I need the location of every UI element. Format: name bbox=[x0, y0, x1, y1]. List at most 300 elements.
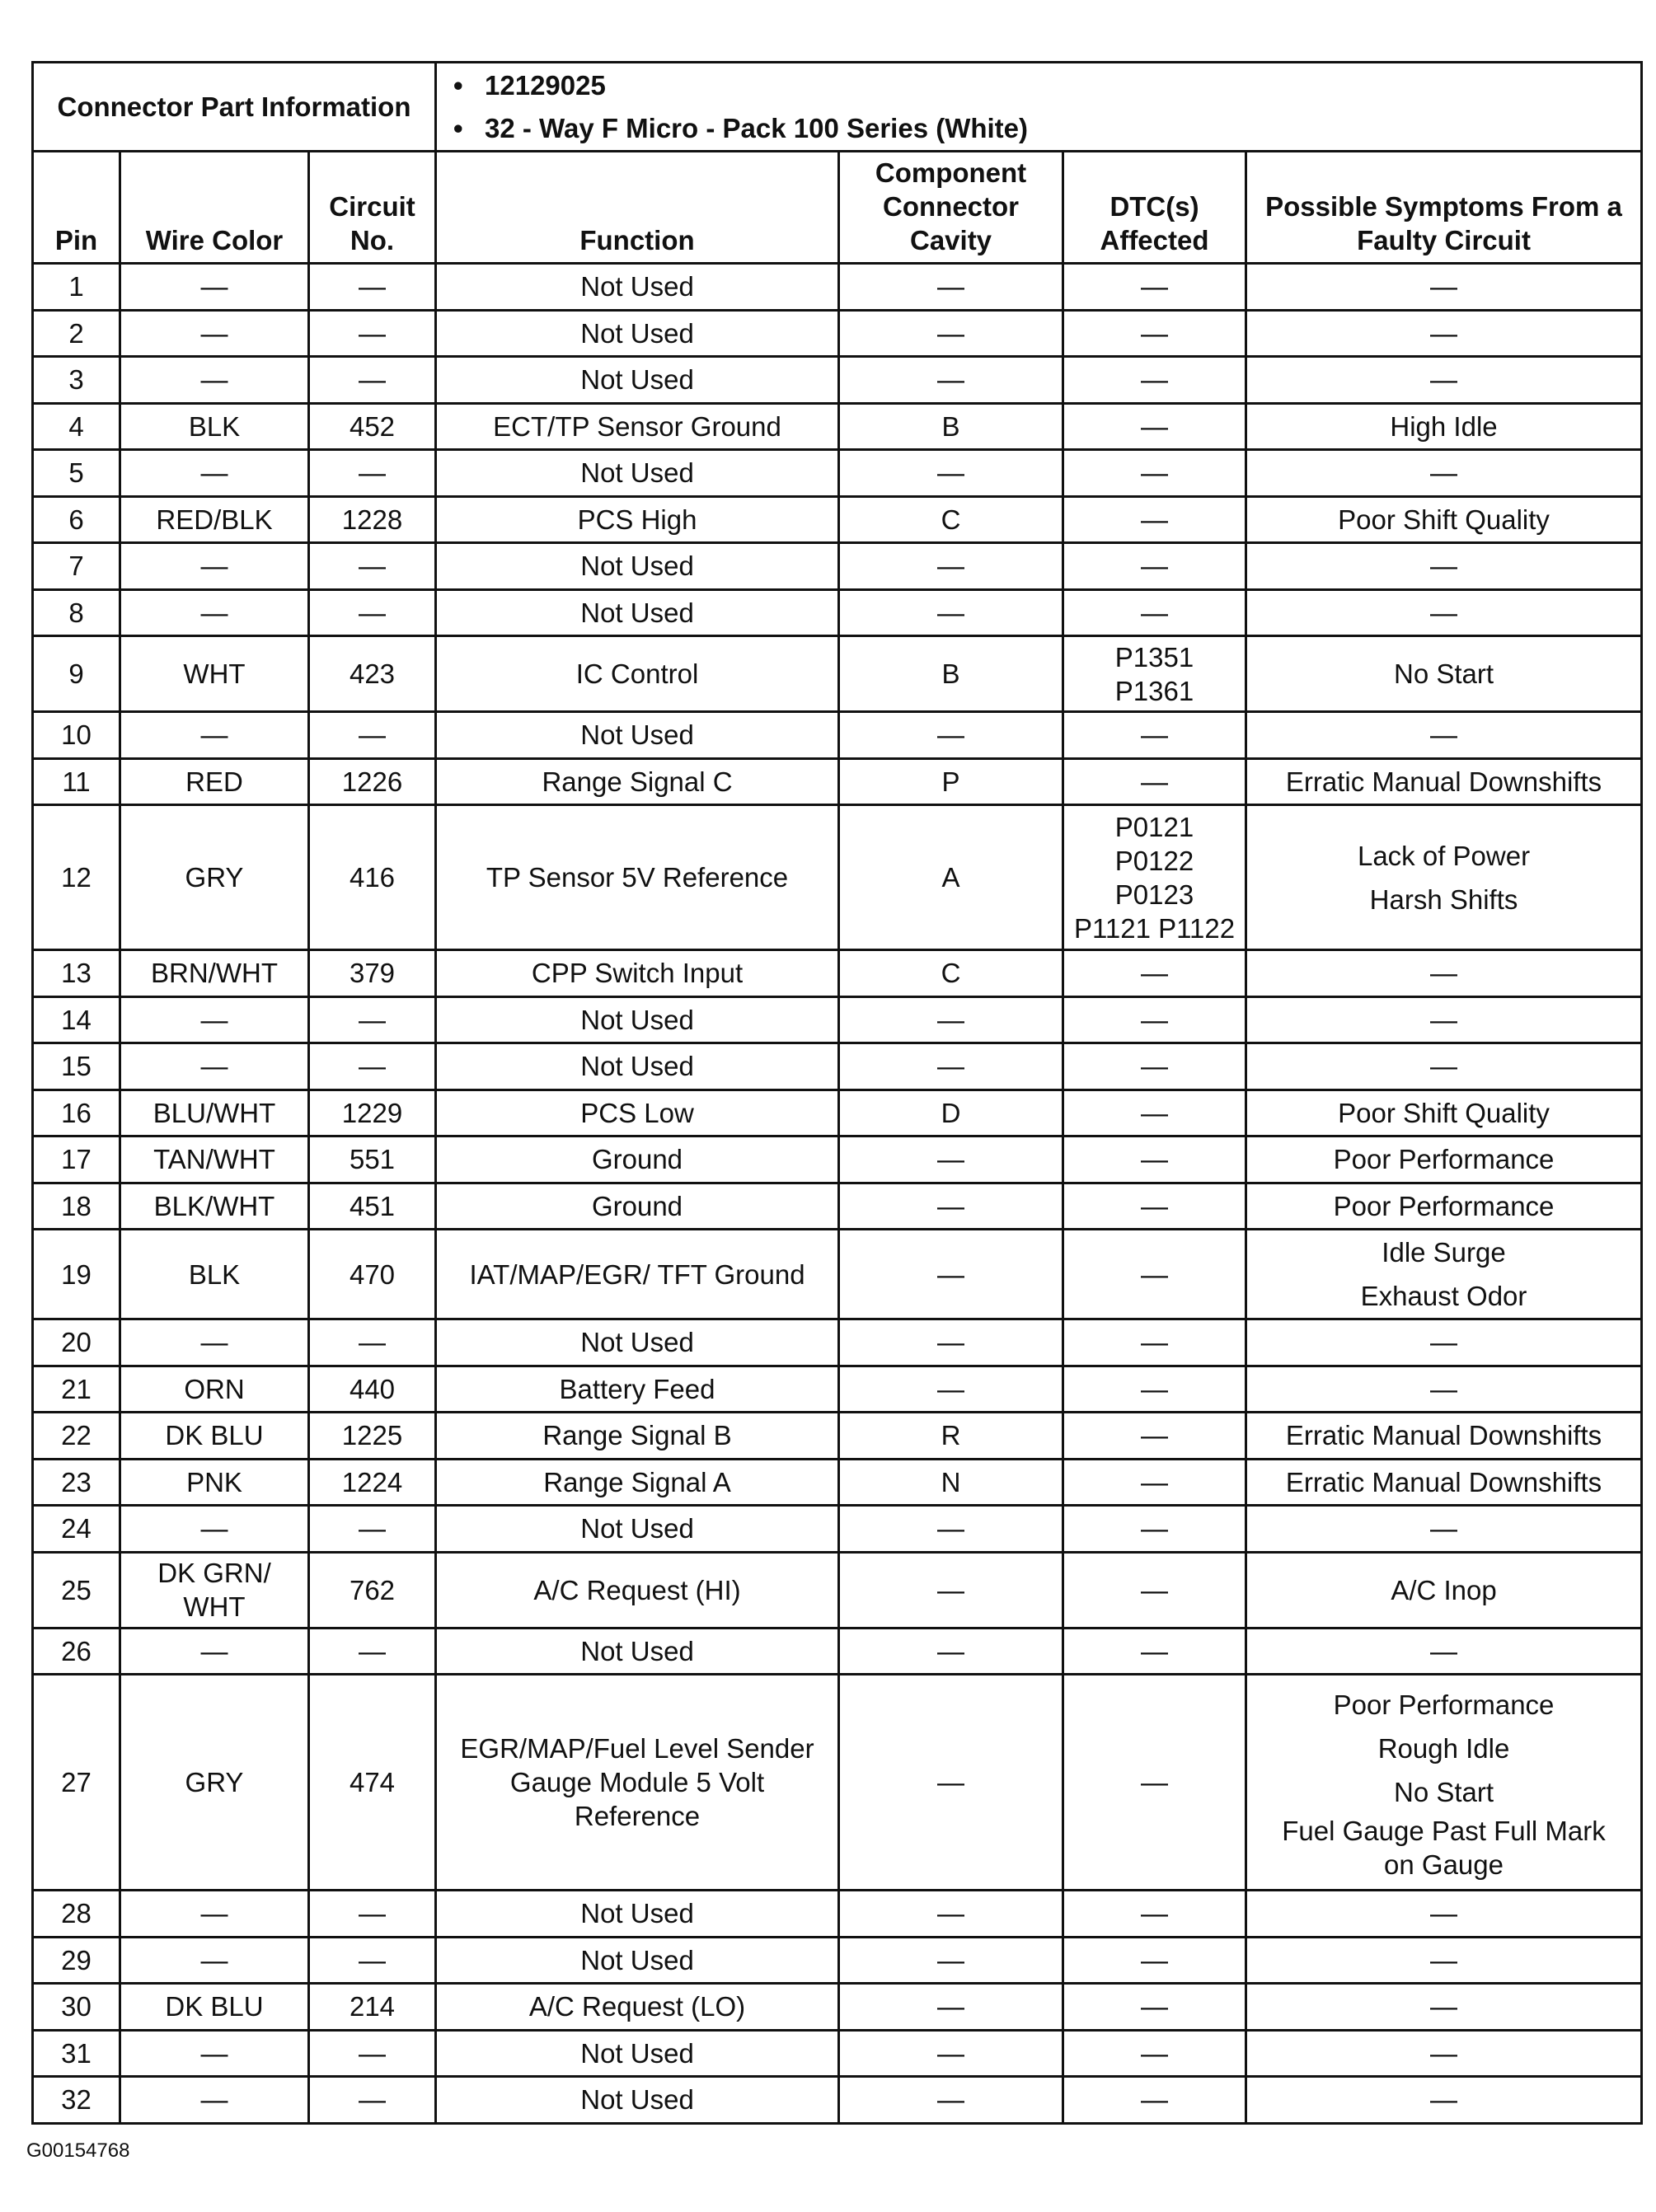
pin-cell: 32 bbox=[33, 2077, 120, 2124]
cavity-cell: — bbox=[839, 1552, 1063, 1628]
pin-cell: 19 bbox=[33, 1230, 120, 1319]
circuit-cell: — bbox=[309, 589, 436, 636]
symptoms-cell bbox=[1246, 2030, 1642, 2077]
dtc-cell bbox=[1063, 1675, 1246, 1891]
dtc-cell bbox=[1063, 1230, 1246, 1319]
dtc-code: — bbox=[1141, 1258, 1169, 1290]
dtc-cell bbox=[1063, 1413, 1246, 1460]
function-cell: TP Sensor 5V Reference bbox=[436, 805, 839, 950]
dtc-code: — bbox=[1141, 504, 1169, 535]
pin-cell: 15 bbox=[33, 1043, 120, 1090]
function-cell: Not Used bbox=[436, 310, 839, 357]
pin-cell: 22 bbox=[33, 1413, 120, 1460]
circuit-cell: 416 bbox=[309, 805, 436, 950]
column-header-row bbox=[33, 152, 1642, 264]
symptom-item: — bbox=[1430, 1944, 1458, 1975]
pin-cell: 3 bbox=[33, 357, 120, 404]
dtc-code: — bbox=[1141, 1327, 1169, 1358]
function-cell: Not Used bbox=[436, 2077, 839, 2124]
pin-cell: 7 bbox=[33, 543, 120, 590]
symptom-item: Exhaust Odor bbox=[1360, 1281, 1527, 1311]
wire-color-cell: RED/BLK bbox=[120, 496, 309, 543]
table-row bbox=[33, 496, 1642, 543]
cavity-cell: — bbox=[839, 1937, 1063, 1984]
dtc-code: P1351 bbox=[1114, 641, 1194, 673]
pin-cell: 16 bbox=[33, 1090, 120, 1136]
cavity-cell: — bbox=[839, 589, 1063, 636]
col-header-cavity: Component Connector Cavity bbox=[839, 152, 1063, 264]
dtc-code: — bbox=[1141, 1574, 1169, 1605]
dtc-cell bbox=[1063, 2077, 1246, 2124]
dtc-code: — bbox=[1141, 958, 1169, 989]
cavity-cell: A bbox=[839, 805, 1063, 950]
table-row bbox=[33, 357, 1642, 404]
symptom-item: High Idle bbox=[1390, 410, 1498, 442]
symptom-item: — bbox=[1430, 597, 1458, 628]
cavity-cell: — bbox=[839, 2030, 1063, 2077]
function-cell: Not Used bbox=[436, 712, 839, 759]
wire-color-cell: BRN/WHT bbox=[120, 950, 309, 997]
symptom-item: Poor Shift Quality bbox=[1338, 504, 1550, 535]
cavity-cell: — bbox=[839, 264, 1063, 311]
table-row bbox=[33, 1090, 1642, 1136]
symptom-item: A/C Inop bbox=[1391, 1574, 1497, 1605]
cavity-cell: — bbox=[839, 1319, 1063, 1366]
dtc-cell bbox=[1063, 403, 1246, 450]
symptom-item: — bbox=[1430, 271, 1458, 302]
dtc-code: — bbox=[1141, 1635, 1169, 1666]
table-row bbox=[33, 543, 1642, 590]
circuit-cell: 762 bbox=[309, 1552, 436, 1628]
cavity-cell: — bbox=[839, 543, 1063, 590]
circuit-cell: 451 bbox=[309, 1183, 436, 1230]
wire-color-cell: — bbox=[120, 589, 309, 636]
symptoms-cell bbox=[1246, 403, 1642, 450]
symptom-item: — bbox=[1430, 958, 1458, 989]
symptoms-cell bbox=[1246, 1183, 1642, 1230]
wire-color-cell: — bbox=[120, 1937, 309, 1984]
wire-color-cell: PNK bbox=[120, 1459, 309, 1506]
cavity-cell: — bbox=[839, 310, 1063, 357]
table-row bbox=[33, 1628, 1642, 1675]
circuit-cell: — bbox=[309, 2030, 436, 2077]
dtc-code: P1121 P1122 bbox=[1073, 912, 1236, 944]
cavity-cell: C bbox=[839, 496, 1063, 543]
function-cell: Not Used bbox=[436, 1891, 839, 1938]
pin-cell: 28 bbox=[33, 1891, 120, 1938]
dtc-code: — bbox=[1141, 1373, 1169, 1404]
symptoms-cell bbox=[1246, 450, 1642, 497]
symptoms-cell bbox=[1246, 357, 1642, 404]
pin-cell: 18 bbox=[33, 1183, 120, 1230]
cavity-cell: — bbox=[839, 357, 1063, 404]
function-cell: PCS High bbox=[436, 496, 839, 543]
function-cell: IAT/MAP/EGR/ TFT Ground bbox=[436, 1230, 839, 1319]
symptoms-cell bbox=[1246, 712, 1642, 759]
symptoms-cell bbox=[1246, 1552, 1642, 1628]
pin-cell: 13 bbox=[33, 950, 120, 997]
dtc-cell bbox=[1063, 496, 1246, 543]
circuit-cell: — bbox=[309, 1506, 436, 1553]
dtc-code: — bbox=[1141, 1420, 1169, 1451]
symptoms-cell bbox=[1246, 1937, 1642, 1984]
symptom-item: Idle Surge bbox=[1382, 1237, 1506, 1268]
function-cell: Ground bbox=[436, 1183, 839, 1230]
dtc-cell bbox=[1063, 1043, 1246, 1090]
symptom-item: Poor Shift Quality bbox=[1338, 1097, 1550, 1128]
symptoms-cell bbox=[1246, 1506, 1642, 1553]
table-row bbox=[33, 1230, 1642, 1319]
dtc-cell bbox=[1063, 758, 1246, 805]
circuit-cell: — bbox=[309, 264, 436, 311]
symptoms-cell bbox=[1246, 758, 1642, 805]
pin-cell: 1 bbox=[33, 264, 120, 311]
function-cell: Not Used bbox=[436, 357, 839, 404]
col-header-circuit-no: Circuit No. bbox=[309, 152, 436, 264]
circuit-cell: 214 bbox=[309, 1984, 436, 2031]
dtc-cell bbox=[1063, 589, 1246, 636]
symptoms-cell bbox=[1246, 264, 1642, 311]
cavity-cell: P bbox=[839, 758, 1063, 805]
symptom-item: — bbox=[1430, 457, 1458, 489]
table-row bbox=[33, 712, 1642, 759]
wire-color-cell: — bbox=[120, 1319, 309, 1366]
function-cell: PCS Low bbox=[436, 1090, 839, 1136]
cavity-cell: — bbox=[839, 1891, 1063, 1938]
dtc-code: P0121 bbox=[1114, 811, 1194, 842]
symptoms-cell bbox=[1246, 950, 1642, 997]
cavity-cell: — bbox=[839, 996, 1063, 1043]
circuit-cell: — bbox=[309, 996, 436, 1043]
col-header-function: Function bbox=[436, 152, 839, 264]
dtc-cell bbox=[1063, 1459, 1246, 1506]
table-row bbox=[33, 2030, 1642, 2077]
function-cell: ECT/TP Sensor Ground bbox=[436, 403, 839, 450]
dtc-cell bbox=[1063, 805, 1246, 950]
circuit-cell: — bbox=[309, 1043, 436, 1090]
bullet-icon: • bbox=[453, 112, 463, 143]
dtc-cell bbox=[1063, 1628, 1246, 1675]
bullet-icon: • bbox=[453, 69, 463, 101]
symptoms-cell bbox=[1246, 2077, 1642, 2124]
function-cell: Not Used bbox=[436, 543, 839, 590]
symptom-item: — bbox=[1430, 364, 1458, 396]
dtc-code: — bbox=[1141, 457, 1169, 489]
part-info-label: Connector Part Information bbox=[33, 63, 436, 152]
wire-color-cell: — bbox=[120, 264, 309, 311]
table-row bbox=[33, 1319, 1642, 1366]
table-row bbox=[33, 1183, 1642, 1230]
table-row bbox=[33, 264, 1642, 311]
table-row bbox=[33, 1413, 1642, 1460]
table-row bbox=[33, 1366, 1642, 1413]
circuit-cell: — bbox=[309, 712, 436, 759]
dtc-cell bbox=[1063, 1552, 1246, 1628]
function-cell: Not Used bbox=[436, 996, 839, 1043]
dtc-cell bbox=[1063, 1506, 1246, 1553]
circuit-cell: — bbox=[309, 543, 436, 590]
table-row bbox=[33, 403, 1642, 450]
table-row bbox=[33, 589, 1642, 636]
dtc-cell bbox=[1063, 636, 1246, 712]
cavity-cell: B bbox=[839, 403, 1063, 450]
dtc-code: — bbox=[1141, 1767, 1169, 1797]
symptoms-cell bbox=[1246, 1413, 1642, 1460]
pin-cell: 8 bbox=[33, 589, 120, 636]
dtc-code: — bbox=[1141, 1944, 1169, 1975]
cavity-cell: B bbox=[839, 636, 1063, 712]
pin-cell: 17 bbox=[33, 1136, 120, 1183]
symptoms-cell bbox=[1246, 996, 1642, 1043]
table-row bbox=[33, 758, 1642, 805]
function-cell: Not Used bbox=[436, 264, 839, 311]
circuit-cell: 1225 bbox=[309, 1413, 436, 1460]
circuit-cell: 1229 bbox=[309, 1090, 436, 1136]
symptom-item: Lack of Power bbox=[1357, 840, 1531, 871]
circuit-cell: 551 bbox=[309, 1136, 436, 1183]
dtc-code: — bbox=[1141, 1051, 1169, 1082]
wire-color-cell: — bbox=[120, 1506, 309, 1553]
cavity-cell: — bbox=[839, 1366, 1063, 1413]
table-row bbox=[33, 636, 1642, 712]
dtc-code: — bbox=[1141, 597, 1169, 628]
symptom-item: Rough Idle bbox=[1377, 1733, 1510, 1764]
wire-color-cell: BLK/WHT bbox=[120, 1183, 309, 1230]
symptom-item: No Start bbox=[1394, 1777, 1494, 1807]
table-row bbox=[33, 2077, 1642, 2124]
dtc-cell bbox=[1063, 2030, 1246, 2077]
dtc-code: P1361 bbox=[1114, 675, 1194, 706]
function-cell: Range Signal B bbox=[436, 1413, 839, 1460]
dtc-code: — bbox=[1141, 364, 1169, 396]
col-header-dtc: DTC(s) Affected bbox=[1063, 152, 1246, 264]
wire-color-cell: — bbox=[120, 1628, 309, 1675]
dtc-cell bbox=[1063, 1090, 1246, 1136]
cavity-cell: — bbox=[839, 1136, 1063, 1183]
symptoms-cell bbox=[1246, 310, 1642, 357]
dtc-cell bbox=[1063, 1319, 1246, 1366]
circuit-cell: — bbox=[309, 2077, 436, 2124]
dtc-cell bbox=[1063, 1366, 1246, 1413]
circuit-cell: 452 bbox=[309, 403, 436, 450]
wire-color-cell: ORN bbox=[120, 1366, 309, 1413]
circuit-cell: 379 bbox=[309, 950, 436, 997]
function-cell: Not Used bbox=[436, 450, 839, 497]
dtc-code: — bbox=[1141, 1144, 1169, 1175]
pin-cell: 25 bbox=[33, 1552, 120, 1628]
wire-color-cell: BLU/WHT bbox=[120, 1090, 309, 1136]
wire-color-cell: GRY bbox=[120, 1675, 309, 1891]
pin-cell: 30 bbox=[33, 1984, 120, 2031]
dtc-code: — bbox=[1141, 2084, 1169, 2116]
cavity-cell: — bbox=[839, 1984, 1063, 2031]
wire-color-cell: — bbox=[120, 2030, 309, 2077]
cavity-cell: R bbox=[839, 1413, 1063, 1460]
dtc-cell bbox=[1063, 264, 1246, 311]
wire-color-cell: DK GRN/ WHT bbox=[120, 1552, 309, 1628]
dtc-cell bbox=[1063, 712, 1246, 759]
symptom-item: Fuel Gauge Past Full Mark on Gauge bbox=[1282, 1816, 1606, 1880]
wire-color-cell: DK BLU bbox=[120, 1984, 309, 2031]
wire-color-cell: — bbox=[120, 310, 309, 357]
dtc-code: — bbox=[1141, 1513, 1169, 1544]
connector-table bbox=[31, 61, 1643, 2125]
circuit-cell: 1226 bbox=[309, 758, 436, 805]
symptom-item: Erratic Manual Downshifts bbox=[1285, 1466, 1602, 1497]
dtc-cell bbox=[1063, 1937, 1246, 1984]
dtc-code: — bbox=[1141, 1097, 1169, 1128]
col-header-pin: Pin bbox=[33, 152, 120, 264]
wire-color-cell: — bbox=[120, 996, 309, 1043]
pin-cell: 11 bbox=[33, 758, 120, 805]
symptoms-cell bbox=[1246, 1090, 1642, 1136]
symptom-item: — bbox=[1430, 719, 1458, 751]
function-cell: CPP Switch Input bbox=[436, 950, 839, 997]
dtc-code: P0122 bbox=[1114, 845, 1194, 876]
table-row bbox=[33, 1675, 1642, 1891]
cavity-cell: — bbox=[839, 1675, 1063, 1891]
symptoms-cell bbox=[1246, 1628, 1642, 1675]
symptom-item: — bbox=[1430, 1635, 1458, 1666]
cavity-cell: — bbox=[839, 1183, 1063, 1230]
function-cell: Not Used bbox=[436, 1043, 839, 1090]
table-row bbox=[33, 450, 1642, 497]
wire-color-cell: — bbox=[120, 450, 309, 497]
dtc-code: — bbox=[1141, 766, 1169, 797]
circuit-cell: 440 bbox=[309, 1366, 436, 1413]
dtc-code: — bbox=[1141, 317, 1169, 349]
symptom-item: — bbox=[1430, 1004, 1458, 1035]
function-cell: Not Used bbox=[436, 2030, 839, 2077]
part-info-row bbox=[33, 63, 1642, 152]
wire-color-cell: — bbox=[120, 1043, 309, 1090]
part-description-line bbox=[453, 107, 1637, 150]
cavity-cell: — bbox=[839, 1043, 1063, 1090]
cavity-cell: — bbox=[839, 1506, 1063, 1553]
function-cell: Not Used bbox=[436, 1319, 839, 1366]
wire-color-cell: BLK bbox=[120, 403, 309, 450]
symptom-item: — bbox=[1430, 551, 1458, 582]
symptom-item: Harsh Shifts bbox=[1369, 883, 1518, 915]
pin-cell: 23 bbox=[33, 1459, 120, 1506]
pin-cell: 29 bbox=[33, 1937, 120, 1984]
pin-cell: 12 bbox=[33, 805, 120, 950]
dtc-cell bbox=[1063, 1891, 1246, 1938]
wire-color-cell: BLK bbox=[120, 1230, 309, 1319]
part-info-values bbox=[436, 63, 1642, 152]
symptom-item: Erratic Manual Downshifts bbox=[1285, 766, 1602, 797]
table-row bbox=[33, 1891, 1642, 1938]
cavity-cell: N bbox=[839, 1459, 1063, 1506]
dtc-code: — bbox=[1141, 1466, 1169, 1497]
symptoms-cell bbox=[1246, 636, 1642, 712]
dtc-code: — bbox=[1141, 271, 1169, 302]
pin-cell: 31 bbox=[33, 2030, 120, 2077]
table-row bbox=[33, 1459, 1642, 1506]
dtc-cell bbox=[1063, 1984, 1246, 2031]
pin-cell: 4 bbox=[33, 403, 120, 450]
wire-color-cell: — bbox=[120, 712, 309, 759]
circuit-cell: 423 bbox=[309, 636, 436, 712]
function-cell: EGR/MAP/Fuel Level Sender Gauge Module 5 Volt Reference bbox=[436, 1675, 839, 1891]
dtc-cell bbox=[1063, 450, 1246, 497]
wire-color-cell: GRY bbox=[120, 805, 309, 950]
table-row bbox=[33, 1984, 1642, 2031]
circuit-cell: — bbox=[309, 1891, 436, 1938]
function-cell: Not Used bbox=[436, 1937, 839, 1984]
pin-cell: 5 bbox=[33, 450, 120, 497]
symptoms-cell bbox=[1246, 543, 1642, 590]
part-description: 32 - Way F Micro - Pack 100 Series (White) bbox=[485, 112, 1029, 143]
symptoms-cell bbox=[1246, 1891, 1642, 1938]
pin-cell: 6 bbox=[33, 496, 120, 543]
symptoms-cell bbox=[1246, 496, 1642, 543]
wire-color-cell: RED bbox=[120, 758, 309, 805]
function-cell: Range Signal C bbox=[436, 758, 839, 805]
table-row bbox=[33, 1506, 1642, 1553]
dtc-cell bbox=[1063, 950, 1246, 997]
dtc-code: — bbox=[1141, 551, 1169, 582]
pin-cell: 20 bbox=[33, 1319, 120, 1366]
cavity-cell: — bbox=[839, 1628, 1063, 1675]
function-cell: A/C Request (LO) bbox=[436, 1984, 839, 2031]
dtc-code: — bbox=[1141, 1004, 1169, 1035]
pin-cell: 10 bbox=[33, 712, 120, 759]
figure-id: G00154768 bbox=[26, 2139, 130, 2162]
symptom-item: Poor Performance bbox=[1333, 1190, 1555, 1221]
symptom-item: — bbox=[1430, 1373, 1458, 1404]
cavity-cell: — bbox=[839, 1230, 1063, 1319]
symptoms-cell bbox=[1246, 1319, 1642, 1366]
table-row bbox=[33, 1552, 1642, 1628]
symptoms-cell bbox=[1246, 1366, 1642, 1413]
symptoms-cell bbox=[1246, 589, 1642, 636]
function-cell: Ground bbox=[436, 1136, 839, 1183]
circuit-cell: — bbox=[309, 1628, 436, 1675]
dtc-code: — bbox=[1141, 1190, 1169, 1221]
pin-rows bbox=[33, 264, 1642, 2124]
circuit-cell: — bbox=[309, 357, 436, 404]
dtc-cell bbox=[1063, 310, 1246, 357]
symptoms-cell bbox=[1246, 1230, 1642, 1319]
symptom-item: — bbox=[1430, 1513, 1458, 1544]
circuit-cell: 1228 bbox=[309, 496, 436, 543]
wire-color-cell: — bbox=[120, 543, 309, 590]
dtc-cell bbox=[1063, 996, 1246, 1043]
symptoms-cell bbox=[1246, 1136, 1642, 1183]
wire-color-cell: WHT bbox=[120, 636, 309, 712]
dtc-code: — bbox=[1141, 719, 1169, 751]
circuit-cell: — bbox=[309, 450, 436, 497]
pin-cell: 2 bbox=[33, 310, 120, 357]
table-row bbox=[33, 996, 1642, 1043]
symptom-item: No Start bbox=[1394, 658, 1494, 689]
wire-color-cell: — bbox=[120, 357, 309, 404]
dtc-code: — bbox=[1141, 2037, 1169, 2069]
pin-cell: 26 bbox=[33, 1628, 120, 1675]
pin-cell: 21 bbox=[33, 1366, 120, 1413]
function-cell: Not Used bbox=[436, 589, 839, 636]
part-number-line bbox=[453, 64, 1637, 107]
circuit-cell: 474 bbox=[309, 1675, 436, 1891]
symptoms-cell bbox=[1246, 1043, 1642, 1090]
col-header-symptoms: Possible Symptoms From a Faulty Circuit bbox=[1246, 152, 1642, 264]
circuit-cell: 1224 bbox=[309, 1459, 436, 1506]
wire-color-cell: DK BLU bbox=[120, 1413, 309, 1460]
pin-cell: 14 bbox=[33, 996, 120, 1043]
function-cell: Not Used bbox=[436, 1506, 839, 1553]
col-header-wire-color: Wire Color bbox=[120, 152, 309, 264]
